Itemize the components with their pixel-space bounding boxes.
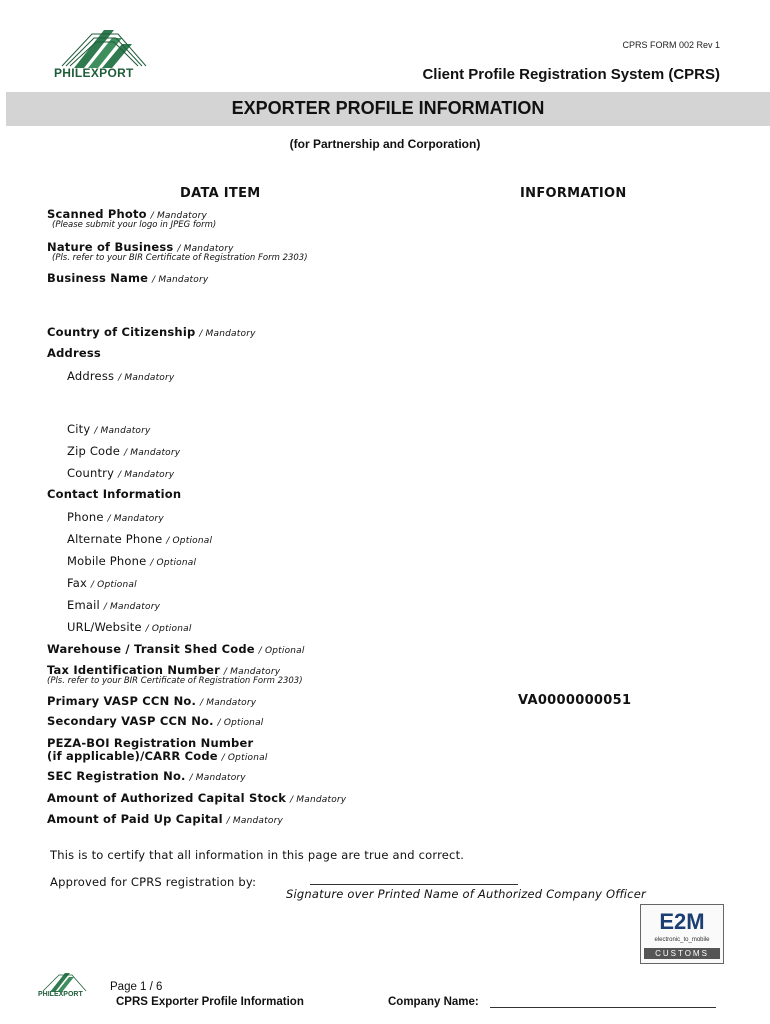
requirement-tag: / Optional xyxy=(221,753,268,763)
e2m-subtext: electronic_to_mobile xyxy=(654,937,710,943)
field-label: Secondary VASP CCN No. xyxy=(47,714,214,728)
requirement-tag: / Optional xyxy=(150,558,197,568)
e2m-mark: E2M xyxy=(659,909,705,934)
field-note: (Pls. refer to your BIR Certificate of Registration Form 2303) xyxy=(47,676,303,686)
e2m-customs-logo xyxy=(640,904,724,964)
page-number: Page 1 / 6 xyxy=(110,981,163,993)
requirement-tag: / Mandatory xyxy=(117,470,175,480)
field-primary-vasp xyxy=(47,694,256,708)
signature-caption: Signature over Printed Name of Authorized Company Officer xyxy=(286,887,646,901)
field-label: Fax xyxy=(67,576,88,590)
field-label: Alternate Phone xyxy=(67,532,163,546)
footer-logo-wordmark: PHILEXPORT xyxy=(38,991,83,998)
field-label: Primary VASP CCN No. xyxy=(47,694,197,708)
signature-line[interactable] xyxy=(310,874,518,885)
contact-section-heading xyxy=(47,487,181,501)
field-url-website xyxy=(67,620,192,634)
requirement-tag: / Mandatory xyxy=(223,667,281,677)
requirement-tag: / Mandatory xyxy=(123,448,181,458)
information-header: INFORMATION xyxy=(520,186,627,201)
requirement-tag: / Mandatory xyxy=(199,329,256,339)
field-label: URL/Website xyxy=(67,620,142,634)
field-city xyxy=(67,422,151,436)
requirement-tag: / Mandatory xyxy=(189,773,246,783)
form-number: CPRS FORM 002 Rev 1 xyxy=(622,40,720,50)
field-label: Business Name xyxy=(47,271,149,285)
field-label: Scanned Photo xyxy=(47,207,147,221)
primary-vasp-value: VA0000000051 xyxy=(518,693,632,708)
field-label: (if applicable)/CARR Code xyxy=(47,749,218,763)
requirement-tag: / Mandatory xyxy=(94,426,151,436)
section-heading: Contact Information xyxy=(47,487,182,501)
requirement-tag: / Optional xyxy=(258,646,305,656)
field-paid-up-capital xyxy=(47,812,283,826)
field-alternate-phone xyxy=(67,532,212,546)
system-title: Client Profile Registration System (CPRS) xyxy=(422,66,720,83)
field-email xyxy=(67,598,160,612)
field-mobile-phone xyxy=(67,554,196,568)
requirement-tag: / Optional xyxy=(90,580,137,590)
field-country xyxy=(67,466,174,480)
requirement-tag: / Mandatory xyxy=(199,698,257,708)
field-note: (Please submit your logo in JPEG form) xyxy=(52,220,217,230)
field-scanned-photo xyxy=(47,207,207,221)
field-zip-code xyxy=(67,444,180,458)
page-subtitle: (for Partnership and Corporation) xyxy=(289,137,481,151)
field-fax xyxy=(67,576,137,590)
requirement-tag: / Mandatory xyxy=(226,816,284,826)
footer-document-name: CPRS Exporter Profile Information xyxy=(116,996,304,1008)
requirement-tag: / Mandatory xyxy=(103,602,161,612)
requirement-tag: / Mandatory xyxy=(118,373,175,383)
field-label: City xyxy=(67,422,91,436)
company-name-line[interactable] xyxy=(490,1006,716,1008)
field-label: Country xyxy=(67,466,115,480)
page-title: EXPORTER PROFILE INFORMATION xyxy=(231,98,545,118)
field-label: Country of Citizenship xyxy=(47,325,196,339)
field-nature-of-business xyxy=(47,240,234,254)
approved-by-label: Approved for CPRS registration by: xyxy=(50,875,257,889)
field-sec-registration xyxy=(47,769,246,783)
requirement-tag: / Mandatory xyxy=(152,275,209,285)
field-country-of-citizenship xyxy=(47,325,256,339)
field-label: Tax Identification Number xyxy=(47,663,221,677)
field-label: Zip Code xyxy=(67,444,121,458)
requirement-tag: / Optional xyxy=(166,536,213,546)
requirement-tag: / Optional xyxy=(145,624,192,634)
field-label: PEZA-BOI Registration Number xyxy=(47,736,254,750)
field-label: Amount of Authorized Capital Stock xyxy=(47,791,287,805)
field-peza-boi-line1 xyxy=(47,736,253,750)
field-label: SEC Registration No. xyxy=(47,769,186,783)
requirement-tag: / Mandatory xyxy=(177,244,234,254)
field-address xyxy=(67,369,174,383)
field-label: Warehouse / Transit Shed Code xyxy=(47,642,255,656)
field-peza-boi-line2 xyxy=(47,749,268,763)
field-label: Amount of Paid Up Capital xyxy=(47,812,223,826)
logo-wordmark: PHILEXPORT xyxy=(54,66,134,80)
requirement-tag: / Mandatory xyxy=(150,211,208,221)
field-authorized-capital xyxy=(47,791,346,805)
field-note: (Pls. refer to your BIR Certificate of Registration Form 2303) xyxy=(52,253,308,263)
section-heading: Address xyxy=(47,346,101,360)
footer-logo xyxy=(38,972,90,992)
requirement-tag: / Mandatory xyxy=(107,514,164,524)
field-label: Nature of Business xyxy=(47,240,174,254)
certification-statement: This is to certify that all information in this page are true and correct. xyxy=(50,848,465,862)
field-phone xyxy=(67,510,164,524)
field-label: Mobile Phone xyxy=(67,554,147,568)
customs-bar: CUSTOMS xyxy=(644,948,720,959)
field-business-name xyxy=(47,271,208,285)
field-tin xyxy=(47,663,280,677)
field-label: Email xyxy=(67,598,100,612)
company-name-label: Company Name: xyxy=(388,996,479,1008)
field-label: Address xyxy=(67,369,115,383)
field-label: Phone xyxy=(67,510,104,524)
requirement-tag: / Mandatory xyxy=(289,795,347,805)
address-section-heading xyxy=(47,346,101,360)
field-secondary-vasp xyxy=(47,714,264,728)
requirement-tag: / Optional xyxy=(217,718,264,728)
field-warehouse-code xyxy=(47,642,305,656)
data-item-header: DATA ITEM xyxy=(180,186,261,201)
